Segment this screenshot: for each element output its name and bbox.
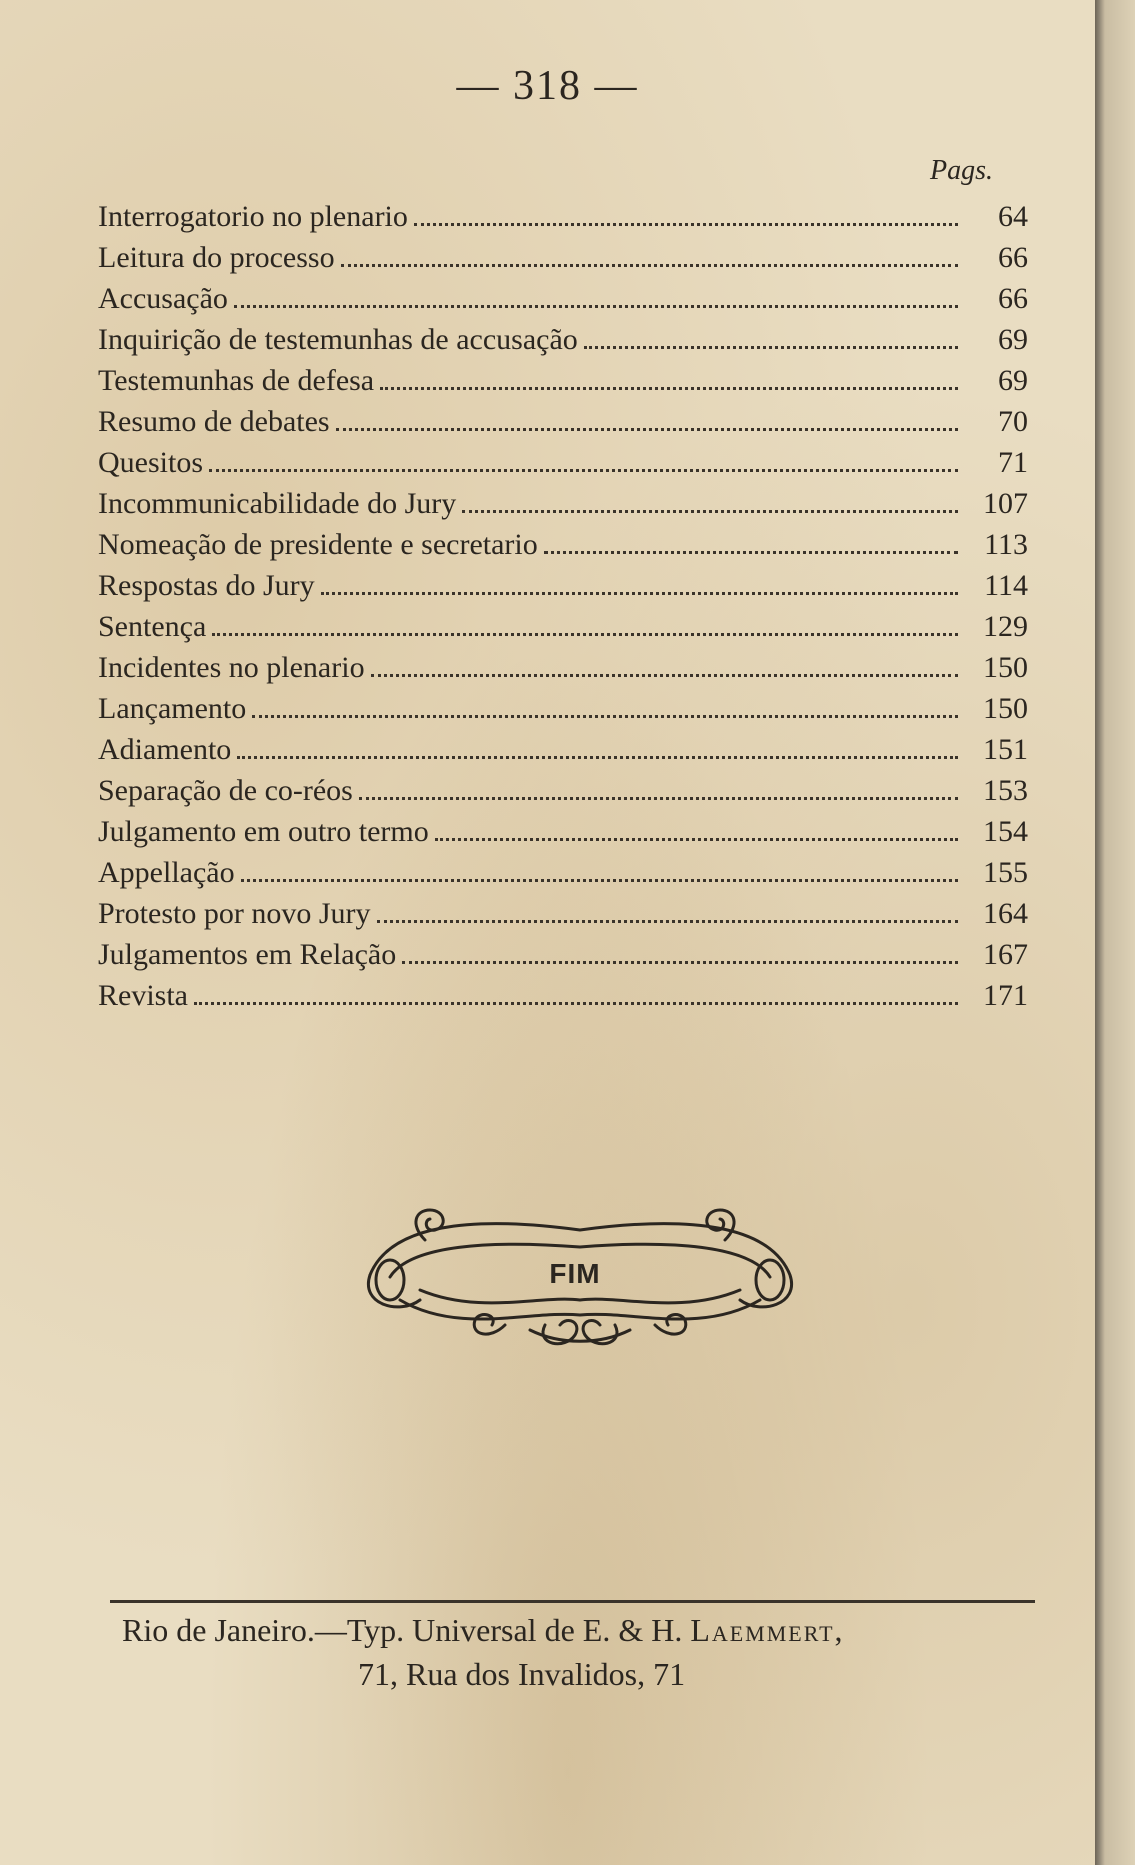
toc-entry-title: Respostas do Jury — [98, 569, 315, 602]
dot-leader — [194, 1002, 958, 1005]
toc-entry[interactable] — [98, 319, 1028, 360]
dot-leader — [241, 879, 958, 882]
toc-entry-title: Protesto por novo Jury — [98, 897, 371, 930]
dot-leader — [252, 715, 958, 718]
toc-entry-page: 113 — [984, 528, 1028, 561]
toc-entry-page: 69 — [998, 323, 1028, 356]
dot-leader — [584, 346, 958, 349]
toc-entry[interactable] — [98, 934, 1028, 975]
dot-leader — [209, 469, 958, 472]
toc-entry-title: Accusação — [98, 282, 228, 315]
toc-entry-title: Inquirição de testemunhas de accusação — [98, 323, 578, 356]
toc-entry-page: 167 — [983, 938, 1028, 971]
dot-leader — [359, 797, 958, 800]
toc-entry-page: 150 — [983, 692, 1028, 725]
toc-entry-page: 155 — [983, 856, 1028, 889]
toc-entry[interactable] — [98, 401, 1028, 442]
toc-entry-page: 64 — [998, 200, 1028, 233]
dot-leader — [212, 633, 958, 636]
toc-entry-title: Testemunhas de defesa — [98, 364, 375, 397]
toc-entry[interactable] — [98, 852, 1028, 893]
imprint-line-1 — [122, 1612, 845, 1649]
imprint-printer-name: Laemmert, — [690, 1612, 845, 1648]
toc-entry-page: 153 — [983, 774, 1028, 807]
toc-entry[interactable] — [98, 278, 1028, 319]
table-of-contents — [98, 196, 1028, 1016]
imprint-divider — [110, 1600, 1035, 1603]
toc-entry-title: Julgamentos em Relação — [98, 938, 397, 971]
toc-entry-page: 171 — [983, 979, 1028, 1012]
toc-entry-page: 66 — [998, 282, 1028, 315]
dot-leader — [336, 428, 958, 431]
toc-entry-page: 107 — [983, 487, 1028, 520]
toc-entry-page: 69 — [998, 364, 1028, 397]
page-number: — 318 — — [456, 63, 639, 109]
toc-entry-title: Appellação — [98, 856, 235, 889]
toc-entry-title: Nomeação de presidente e secretario — [98, 528, 538, 561]
page-gutter-shadow — [1095, 0, 1135, 1865]
toc-entry-page: 129 — [983, 610, 1028, 643]
toc-entry-title: Sentença — [98, 610, 207, 643]
toc-entry-page: 114 — [984, 569, 1028, 602]
toc-entry-title: Julgamento em outro termo — [98, 815, 429, 848]
dot-leader — [462, 510, 958, 513]
toc-entry-page: 151 — [983, 733, 1028, 766]
toc-entry-title: Interrogatorio no plenario — [98, 200, 408, 233]
toc-entry[interactable] — [98, 893, 1028, 934]
toc-entry-page: 154 — [983, 815, 1028, 848]
dot-leader — [402, 961, 958, 964]
dot-leader — [380, 387, 958, 390]
dot-leader — [237, 756, 958, 759]
toc-entry-title: Incommunicabilidade do Jury — [98, 487, 457, 520]
toc-entry[interactable] — [98, 811, 1028, 852]
toc-entry[interactable] — [98, 606, 1028, 647]
toc-entry[interactable] — [98, 688, 1028, 729]
toc-entry-title: Incidentes no plenario — [98, 651, 365, 684]
toc-entry-title: Separação de co-réos — [98, 774, 353, 807]
toc-entry[interactable] — [98, 196, 1028, 237]
dot-leader — [371, 674, 958, 677]
toc-entry[interactable] — [98, 360, 1028, 401]
toc-entry[interactable] — [98, 565, 1028, 606]
toc-entry[interactable] — [98, 729, 1028, 770]
pages-column-label: Pags. — [930, 155, 993, 186]
toc-entry[interactable] — [98, 524, 1028, 565]
dot-leader — [435, 838, 958, 841]
dot-leader — [414, 223, 958, 226]
dot-leader — [321, 592, 958, 595]
toc-entry[interactable] — [98, 975, 1028, 1016]
toc-entry-page: 71 — [998, 446, 1028, 479]
imprint-address: 71, Rua dos Invalidos, 71 — [358, 1656, 686, 1692]
toc-entry-page: 150 — [983, 651, 1028, 684]
imprint-printer: Rio de Janeiro.—Typ. Universal de E. & H. — [122, 1612, 683, 1648]
dot-leader — [234, 305, 958, 308]
toc-entry-title: Leitura do processo — [98, 241, 335, 274]
toc-entry[interactable] — [98, 483, 1028, 524]
toc-entry[interactable] — [98, 237, 1028, 278]
toc-entry[interactable] — [98, 647, 1028, 688]
toc-entry-page: 70 — [998, 405, 1028, 438]
fim-label: FIM — [549, 1258, 601, 1289]
toc-entry-title: Quesitos — [98, 446, 203, 479]
toc-entry-title: Lançamento — [98, 692, 247, 725]
toc-entry-title: Revista — [98, 979, 188, 1012]
toc-entry-title: Resumo de debates — [98, 405, 330, 438]
toc-entry-page: 66 — [998, 241, 1028, 274]
toc-entry-title: Adiamento — [98, 733, 232, 766]
toc-entry[interactable] — [98, 770, 1028, 811]
dot-leader — [341, 264, 958, 267]
dot-leader — [544, 551, 958, 554]
toc-entry[interactable] — [98, 442, 1028, 483]
dot-leader — [377, 920, 959, 923]
toc-entry-page: 164 — [983, 897, 1028, 930]
